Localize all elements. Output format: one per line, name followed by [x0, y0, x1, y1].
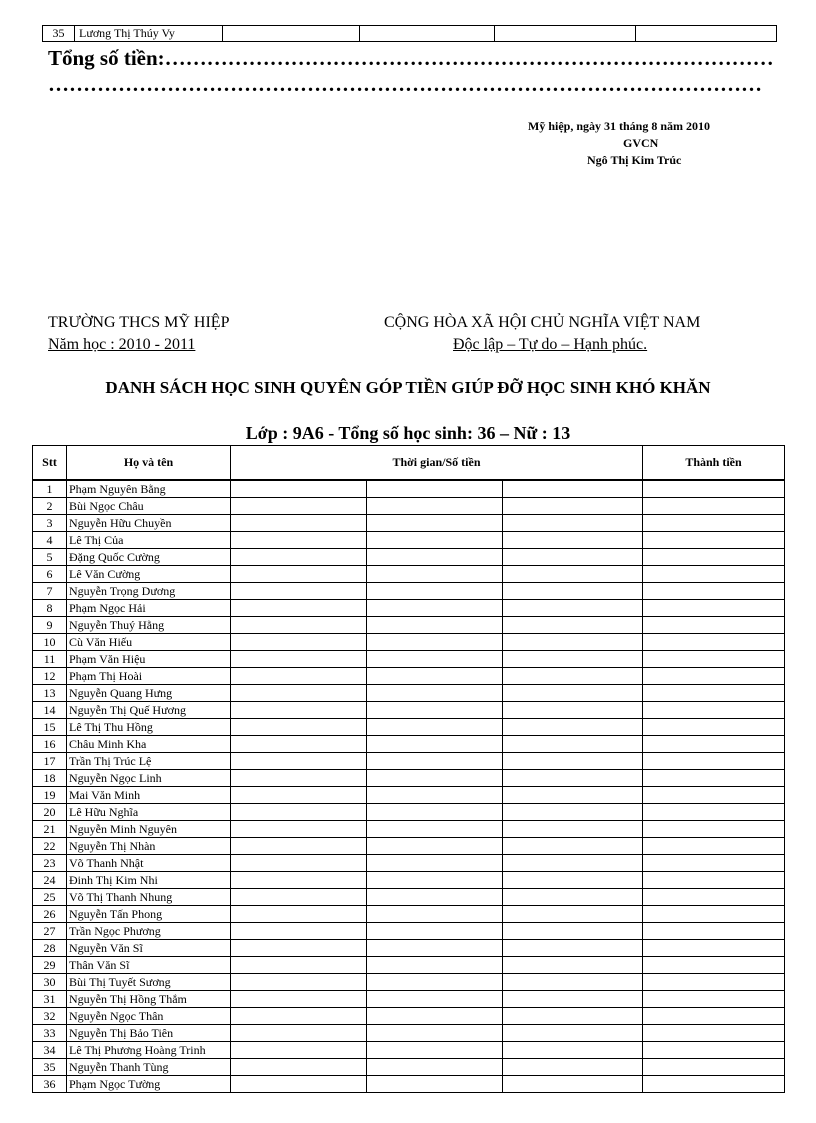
amount-cell [503, 634, 643, 651]
amount-cell [503, 923, 643, 940]
total-cell [643, 480, 785, 498]
amount-cell [367, 957, 503, 974]
amount-cell [367, 940, 503, 957]
total-cell [643, 889, 785, 906]
total-cell [643, 532, 785, 549]
amount-cell [231, 957, 367, 974]
amount-cell [367, 583, 503, 600]
row-stt: 22 [33, 838, 67, 855]
amount-cell [503, 906, 643, 923]
row-stt: 34 [33, 1042, 67, 1059]
amount-cell [503, 549, 643, 566]
total-cell [643, 787, 785, 804]
amount-cell [231, 753, 367, 770]
amount-cell [367, 668, 503, 685]
header-name: Họ và tên [67, 446, 231, 481]
amount-cell [367, 753, 503, 770]
row-stt: 12 [33, 668, 67, 685]
class-summary: Lớp : 9A6 - Tổng số học sinh: 36 – Nữ : 13 [245, 423, 571, 443]
total-cell [643, 957, 785, 974]
amount-cell [231, 855, 367, 872]
row-stt: 17 [33, 753, 67, 770]
student-name: Nguyễn Ngọc Thân [67, 1008, 231, 1025]
amount-cell [367, 736, 503, 753]
student-name: Lương Thị Thúy Vy [75, 26, 223, 42]
table-row [33, 872, 785, 889]
table-row [33, 498, 785, 515]
amount-cell [367, 906, 503, 923]
amount-cell [367, 923, 503, 940]
table-row [33, 549, 785, 566]
table-row [33, 838, 785, 855]
row-stt: 35 [33, 1059, 67, 1076]
header-time-amount: Thời gian/Số tiền [231, 446, 643, 481]
total-cell [643, 498, 785, 515]
row-stt: 24 [33, 872, 67, 889]
amount-cell [367, 566, 503, 583]
row-stt: 35 [43, 26, 75, 42]
amount-cell [231, 617, 367, 634]
total-cell [643, 566, 785, 583]
student-name: Lê Thị Của [67, 532, 231, 549]
amount-cell [231, 821, 367, 838]
table-row [33, 923, 785, 940]
row-stt: 5 [33, 549, 67, 566]
amount-cell [231, 838, 367, 855]
row-stt: 7 [33, 583, 67, 600]
row-stt: 19 [33, 787, 67, 804]
table-row [33, 855, 785, 872]
amount-cell [231, 651, 367, 668]
total-cell [643, 940, 785, 957]
amount-cell [503, 838, 643, 855]
amount-cell [231, 906, 367, 923]
student-list-table [32, 445, 785, 1093]
student-name: Mai Văn Minh [67, 787, 231, 804]
amount-cell [367, 872, 503, 889]
amount-cell [367, 600, 503, 617]
nation-title: CỘNG HÒA XÃ HỘI CHỦ NGHĨA VIỆT NAM [384, 314, 701, 331]
table-row [33, 1076, 785, 1093]
amount-cell [231, 1059, 367, 1076]
row-stt: 26 [33, 906, 67, 923]
student-name: Nguyễn Thuý Hằng [67, 617, 231, 634]
student-name: Võ Thị Thanh Nhung [67, 889, 231, 906]
total-cell [643, 515, 785, 532]
table-row [33, 668, 785, 685]
table-row [33, 634, 785, 651]
amount-cell [231, 770, 367, 787]
row-stt: 29 [33, 957, 67, 974]
row-stt: 4 [33, 532, 67, 549]
amount-cell [367, 651, 503, 668]
amount-cell [367, 991, 503, 1008]
table-row [33, 702, 785, 719]
amount-cell [231, 974, 367, 991]
amount-cell [231, 1008, 367, 1025]
total-cell [643, 668, 785, 685]
amount-cell [231, 719, 367, 736]
student-name: Võ Thanh Nhật [67, 855, 231, 872]
total-cell [643, 1076, 785, 1093]
table-header-row [33, 446, 785, 481]
row-stt: 14 [33, 702, 67, 719]
amount-cell [367, 838, 503, 855]
total-cell [643, 872, 785, 889]
amount-cell [503, 617, 643, 634]
student-name: Nguyễn Văn Sĩ [67, 940, 231, 957]
student-name: Nguyễn Thị Quế Hương [67, 702, 231, 719]
row-stt: 20 [33, 804, 67, 821]
total-cell [643, 583, 785, 600]
amount-cell [503, 957, 643, 974]
student-name: Châu Minh Kha [67, 736, 231, 753]
total-cell [643, 719, 785, 736]
amount-cell [367, 974, 503, 991]
table-row [33, 991, 785, 1008]
amount-cell [367, 498, 503, 515]
student-name: Lê Văn Cường [67, 566, 231, 583]
amount-cell [367, 855, 503, 872]
header-stt: Stt [33, 446, 67, 481]
amount-cell [503, 821, 643, 838]
table-row [33, 1008, 785, 1025]
row-stt: 23 [33, 855, 67, 872]
amount-cell [503, 515, 643, 532]
student-name: Phạm Nguyên Bằng [67, 480, 231, 498]
amount-cell [503, 736, 643, 753]
amount-cell [503, 753, 643, 770]
amount-cell [367, 617, 503, 634]
student-name: Phạm Văn Hiệu [67, 651, 231, 668]
signature-role: GVCN [623, 136, 659, 150]
amount-cell [231, 1025, 367, 1042]
amount-cell [503, 1076, 643, 1093]
student-name: Phạm Ngọc Hải [67, 600, 231, 617]
row-stt: 32 [33, 1008, 67, 1025]
row-stt: 10 [33, 634, 67, 651]
total-cell [643, 634, 785, 651]
student-name: Nguyễn Thị Bảo Tiên [67, 1025, 231, 1042]
total-cell [643, 1059, 785, 1076]
student-name: Bùi Ngọc Châu [67, 498, 231, 515]
total-amount-dots: ………………………………………………………………………………………… [48, 72, 762, 96]
amount-cell [503, 787, 643, 804]
row-stt: 25 [33, 889, 67, 906]
row-stt: 28 [33, 940, 67, 957]
row-stt: 11 [33, 651, 67, 668]
table-row [33, 753, 785, 770]
amount-cell [367, 1059, 503, 1076]
row-stt: 31 [33, 991, 67, 1008]
amount-cell [503, 1008, 643, 1025]
table-row [33, 600, 785, 617]
row-stt: 8 [33, 600, 67, 617]
amount-cell [231, 566, 367, 583]
total-cell [643, 770, 785, 787]
row-stt: 13 [33, 685, 67, 702]
amount-cell [367, 787, 503, 804]
amount-cell [231, 702, 367, 719]
amount-cell [223, 26, 360, 42]
table-row [33, 617, 785, 634]
table-row [33, 532, 785, 549]
table-row [33, 1042, 785, 1059]
total-cell [643, 923, 785, 940]
amount-cell [503, 480, 643, 498]
total-cell [636, 26, 777, 42]
amount-cell [231, 872, 367, 889]
total-cell [643, 617, 785, 634]
amount-cell [503, 651, 643, 668]
amount-cell [503, 872, 643, 889]
table-row [33, 685, 785, 702]
total-cell [643, 1008, 785, 1025]
amount-cell [503, 600, 643, 617]
table-row [33, 804, 785, 821]
amount-cell [503, 940, 643, 957]
total-cell [643, 821, 785, 838]
total-cell [643, 1025, 785, 1042]
amount-cell [503, 566, 643, 583]
row-stt: 16 [33, 736, 67, 753]
row-stt: 1 [33, 480, 67, 498]
row-stt: 21 [33, 821, 67, 838]
amount-cell [503, 583, 643, 600]
amount-cell [367, 702, 503, 719]
total-cell [643, 855, 785, 872]
row-stt: 2 [33, 498, 67, 515]
total-cell [643, 906, 785, 923]
amount-cell [503, 668, 643, 685]
amount-cell [503, 889, 643, 906]
table-row [33, 821, 785, 838]
row-stt: 27 [33, 923, 67, 940]
total-amount-label: Tổng số tiền:…………………………………………………………………………… [48, 46, 774, 70]
student-name: Nguyễn Ngọc Linh [67, 770, 231, 787]
total-cell [643, 1042, 785, 1059]
total-cell [643, 974, 785, 991]
total-cell [643, 702, 785, 719]
student-name: Phạm Thị Hoài [67, 668, 231, 685]
table-row [33, 1059, 785, 1076]
amount-cell [367, 1042, 503, 1059]
amount-cell [503, 974, 643, 991]
table-row [43, 26, 777, 42]
amount-cell [231, 923, 367, 940]
amount-cell [367, 1008, 503, 1025]
amount-cell [367, 821, 503, 838]
table-row [33, 583, 785, 600]
amount-cell [231, 600, 367, 617]
amount-cell [231, 532, 367, 549]
total-cell [643, 736, 785, 753]
total-cell [643, 685, 785, 702]
amount-cell [503, 991, 643, 1008]
total-cell [643, 838, 785, 855]
total-cell [643, 991, 785, 1008]
table-row [33, 651, 785, 668]
school-name: TRƯỜNG THCS MỸ HIỆP [48, 314, 230, 331]
table-row [33, 719, 785, 736]
amount-cell [367, 634, 503, 651]
row-stt: 18 [33, 770, 67, 787]
row-stt: 6 [33, 566, 67, 583]
amount-cell [503, 702, 643, 719]
row-stt: 33 [33, 1025, 67, 1042]
student-name: Nguyễn Trọng Dương [67, 583, 231, 600]
signature-place-date: Mỹ hiệp, ngày 31 tháng 8 năm 2010 [528, 119, 711, 133]
table-row [33, 1025, 785, 1042]
student-name: Đặng Quốc Cường [67, 549, 231, 566]
document-title: DANH SÁCH HỌC SINH QUYÊN GÓP TIỀN GIÚP ĐỠ HỌC SINH KHÓ KHĂN [105, 378, 711, 397]
amount-cell [231, 480, 367, 498]
table-row [33, 889, 785, 906]
row-stt: 30 [33, 974, 67, 991]
amount-cell [503, 498, 643, 515]
amount-cell [231, 787, 367, 804]
amount-cell [503, 770, 643, 787]
student-name: Trần Thị Trúc Lệ [67, 753, 231, 770]
student-name: Cù Văn Hiếu [67, 634, 231, 651]
table-row [33, 736, 785, 753]
total-cell [643, 804, 785, 821]
table-row [33, 515, 785, 532]
row-stt: 36 [33, 1076, 67, 1093]
student-name: Thân Văn Sĩ [67, 957, 231, 974]
student-name: Bùi Thị Tuyết Sương [67, 974, 231, 991]
amount-cell [367, 549, 503, 566]
amount-cell [231, 804, 367, 821]
amount-cell [367, 532, 503, 549]
amount-cell [503, 1025, 643, 1042]
amount-cell [367, 889, 503, 906]
table-row [33, 787, 785, 804]
row-stt: 15 [33, 719, 67, 736]
student-name: Đinh Thị Kim Nhi [67, 872, 231, 889]
school-year: Năm học : 2010 - 2011 [48, 336, 196, 353]
nation-motto: Độc lập – Tự do – Hạnh phúc. [453, 336, 648, 353]
total-cell [643, 651, 785, 668]
amount-cell [367, 515, 503, 532]
amount-cell [503, 1059, 643, 1076]
amount-cell [231, 634, 367, 651]
total-cell [643, 549, 785, 566]
student-name: Nguyễn Quang Hưng [67, 685, 231, 702]
student-name: Nguyễn Tấn Phong [67, 906, 231, 923]
amount-cell [231, 668, 367, 685]
amount-cell [503, 804, 643, 821]
student-name: Lê Thị Phương Hoàng Trinh [67, 1042, 231, 1059]
student-name: Lê Hữu Nghĩa [67, 804, 231, 821]
amount-cell [367, 1076, 503, 1093]
amount-cell [367, 1025, 503, 1042]
table-row [33, 906, 785, 923]
amount-cell [503, 719, 643, 736]
table-row [33, 940, 785, 957]
student-name: Nguyễn Thị Nhàn [67, 838, 231, 855]
total-cell [643, 753, 785, 770]
student-name: Phạm Ngọc Tường [67, 1076, 231, 1093]
table-row [33, 566, 785, 583]
table-row [33, 957, 785, 974]
amount-cell [367, 804, 503, 821]
amount-cell [231, 515, 367, 532]
amount-cell [231, 889, 367, 906]
previous-page-last-row [42, 25, 777, 42]
table-row [33, 770, 785, 787]
header-total: Thành tiền [643, 446, 785, 481]
amount-cell [231, 736, 367, 753]
student-name: Trần Ngọc Phương [67, 923, 231, 940]
table-row [33, 480, 785, 498]
amount-cell [503, 1042, 643, 1059]
total-cell [643, 600, 785, 617]
amount-cell [495, 26, 636, 42]
signature-teacher-name: Ngô Thị Kim Trúc [587, 153, 682, 167]
amount-cell [231, 583, 367, 600]
row-stt: 9 [33, 617, 67, 634]
student-name: Nguyễn Hữu Chuyền [67, 515, 231, 532]
amount-cell [503, 532, 643, 549]
amount-cell [231, 549, 367, 566]
amount-cell [231, 1042, 367, 1059]
amount-cell [367, 685, 503, 702]
amount-cell [367, 719, 503, 736]
row-stt: 3 [33, 515, 67, 532]
student-name: Nguyễn Thanh Tùng [67, 1059, 231, 1076]
amount-cell [503, 685, 643, 702]
amount-cell [231, 498, 367, 515]
table-row [33, 974, 785, 991]
amount-cell [360, 26, 495, 42]
amount-cell [367, 770, 503, 787]
amount-cell [367, 480, 503, 498]
amount-cell [231, 991, 367, 1008]
student-name: Nguyễn Minh Nguyên [67, 821, 231, 838]
amount-cell [503, 855, 643, 872]
student-name: Lê Thị Thu Hồng [67, 719, 231, 736]
amount-cell [231, 940, 367, 957]
amount-cell [231, 1076, 367, 1093]
amount-cell [231, 685, 367, 702]
student-name: Nguyễn Thị Hồng Thắm [67, 991, 231, 1008]
